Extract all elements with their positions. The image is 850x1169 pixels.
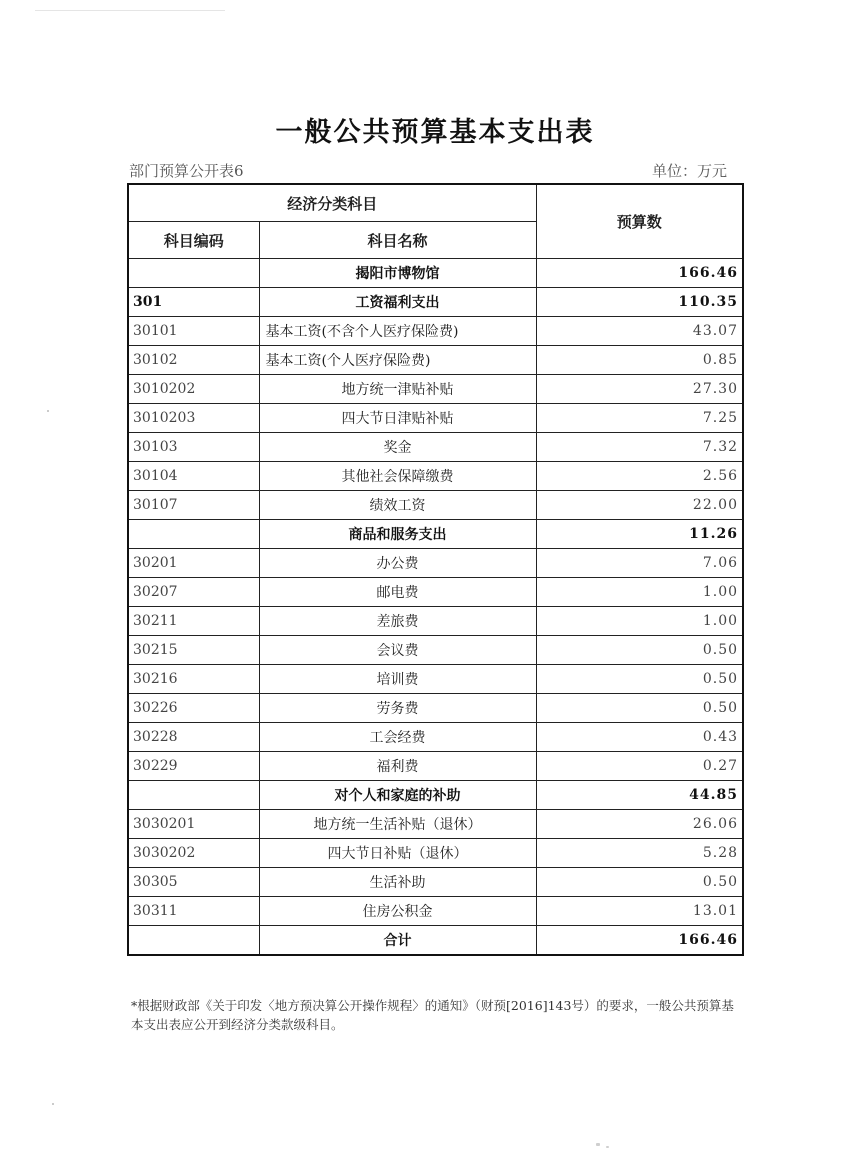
row-code: [128, 259, 259, 288]
row-name: 差旅费: [259, 607, 536, 636]
row-code: 30228: [128, 723, 259, 752]
table-row: [128, 723, 743, 752]
row-code: 30305: [128, 868, 259, 897]
row-code: 3030201: [128, 810, 259, 839]
row-code: 3010202: [128, 375, 259, 404]
header-budget-amount: 预算数: [536, 184, 743, 259]
row-code: 30216: [128, 665, 259, 694]
row-code: [128, 926, 259, 956]
row-amount: 1.00: [536, 578, 743, 607]
row-code: 301: [128, 288, 259, 317]
header-subject-name: 科目名称: [259, 222, 536, 259]
row-name: 工会经费: [259, 723, 536, 752]
row-code: 30102: [128, 346, 259, 375]
row-code: 30201: [128, 549, 259, 578]
row-code: 30229: [128, 752, 259, 781]
table-row: [128, 636, 743, 665]
page-title: 一般公共预算基本支出表: [275, 117, 595, 148]
table-row: [128, 404, 743, 433]
row-amount: 0.43: [536, 723, 743, 752]
row-name: 商品和服务支出: [259, 520, 536, 549]
row-amount: 1.00: [536, 607, 743, 636]
row-amount: 0.50: [536, 636, 743, 665]
row-amount: 11.26: [536, 520, 743, 549]
table-body: [128, 259, 743, 956]
table-row: [128, 607, 743, 636]
row-name: 四大节日津贴补贴: [259, 404, 536, 433]
table-row: [128, 781, 743, 810]
row-name: 办公费: [259, 549, 536, 578]
row-amount: 166.46: [536, 926, 743, 956]
row-code: 30207: [128, 578, 259, 607]
table-row: [128, 665, 743, 694]
row-code: 30226: [128, 694, 259, 723]
row-amount: 7.32: [536, 433, 743, 462]
table-row: [128, 752, 743, 781]
row-amount: 0.50: [536, 694, 743, 723]
table-row: [128, 897, 743, 926]
row-code: 30107: [128, 491, 259, 520]
row-name: 福利费: [259, 752, 536, 781]
header-subject-code: 科目编码: [128, 222, 259, 259]
table-row: [128, 694, 743, 723]
table-row: [128, 810, 743, 839]
row-name: 生活补助: [259, 868, 536, 897]
table-row: [128, 288, 743, 317]
table-row: [128, 839, 743, 868]
row-name: 四大节日补贴（退休）: [259, 839, 536, 868]
table-row: [128, 491, 743, 520]
row-name: 揭阳市博物馆: [259, 259, 536, 288]
row-amount: 13.01: [536, 897, 743, 926]
row-amount: 166.46: [536, 259, 743, 288]
row-name: 地方统一生活补贴（退休）: [259, 810, 536, 839]
table-row: [128, 868, 743, 897]
table-row: [128, 520, 743, 549]
row-amount: 26.06: [536, 810, 743, 839]
table-row: [128, 462, 743, 491]
table-row: [128, 317, 743, 346]
row-name: 基本工资(个人医疗保险费): [259, 346, 536, 375]
row-amount: 43.07: [536, 317, 743, 346]
row-amount: 110.35: [536, 288, 743, 317]
row-code: 3010203: [128, 404, 259, 433]
table-row: [128, 433, 743, 462]
row-code: [128, 781, 259, 810]
scan-speck: [52, 1103, 54, 1105]
row-amount: 44.85: [536, 781, 743, 810]
row-amount: 7.06: [536, 549, 743, 578]
row-amount: 0.85: [536, 346, 743, 375]
row-name: 会议费: [259, 636, 536, 665]
row-amount: 2.56: [536, 462, 743, 491]
row-name: 劳务费: [259, 694, 536, 723]
header-economic-classification: 经济分类科目: [128, 184, 536, 222]
row-code: 30104: [128, 462, 259, 491]
row-code: 30211: [128, 607, 259, 636]
row-amount: 27.30: [536, 375, 743, 404]
row-amount: 0.50: [536, 665, 743, 694]
row-code: 3030202: [128, 839, 259, 868]
row-amount: 0.27: [536, 752, 743, 781]
table-row: [128, 346, 743, 375]
scan-speck: [596, 1143, 600, 1146]
unit-label: 单位：万元: [652, 162, 728, 180]
row-name: 工资福利支出: [259, 288, 536, 317]
table-row: [128, 375, 743, 404]
row-name: 其他社会保障缴费: [259, 462, 536, 491]
table-row: [128, 549, 743, 578]
table-row: [128, 259, 743, 288]
row-name: 邮电费: [259, 578, 536, 607]
row-amount: 7.25: [536, 404, 743, 433]
row-amount: 0.50: [536, 868, 743, 897]
row-name: 对个人和家庭的补助: [259, 781, 536, 810]
table-row: [128, 926, 743, 956]
row-amount: 22.00: [536, 491, 743, 520]
row-amount: 5.28: [536, 839, 743, 868]
row-code: 30101: [128, 317, 259, 346]
table-number-label: 部门预算公开表6: [129, 162, 244, 180]
scan-speck: [606, 1146, 609, 1148]
row-code: 30215: [128, 636, 259, 665]
footnote: *根据财政部《关于印发〈地方预决算公开操作规程〉的通知》（财预[2016]143号）的要求，一般公共预算基本支出表应公开到经济分类款级科目。: [131, 998, 734, 1032]
row-name: 住房公积金: [259, 897, 536, 926]
scan-edge-line: [35, 10, 225, 11]
row-code: 30103: [128, 433, 259, 462]
scan-speck: [47, 410, 49, 412]
budget-table: [127, 183, 744, 956]
row-name: 培训费: [259, 665, 536, 694]
row-code: [128, 520, 259, 549]
table-row: [128, 578, 743, 607]
row-code: 30311: [128, 897, 259, 926]
row-name: 绩效工资: [259, 491, 536, 520]
row-name: 地方统一津贴补贴: [259, 375, 536, 404]
row-name: 基本工资(不含个人医疗保险费): [259, 317, 536, 346]
row-name: 奖金: [259, 433, 536, 462]
row-name: 合计: [259, 926, 536, 956]
